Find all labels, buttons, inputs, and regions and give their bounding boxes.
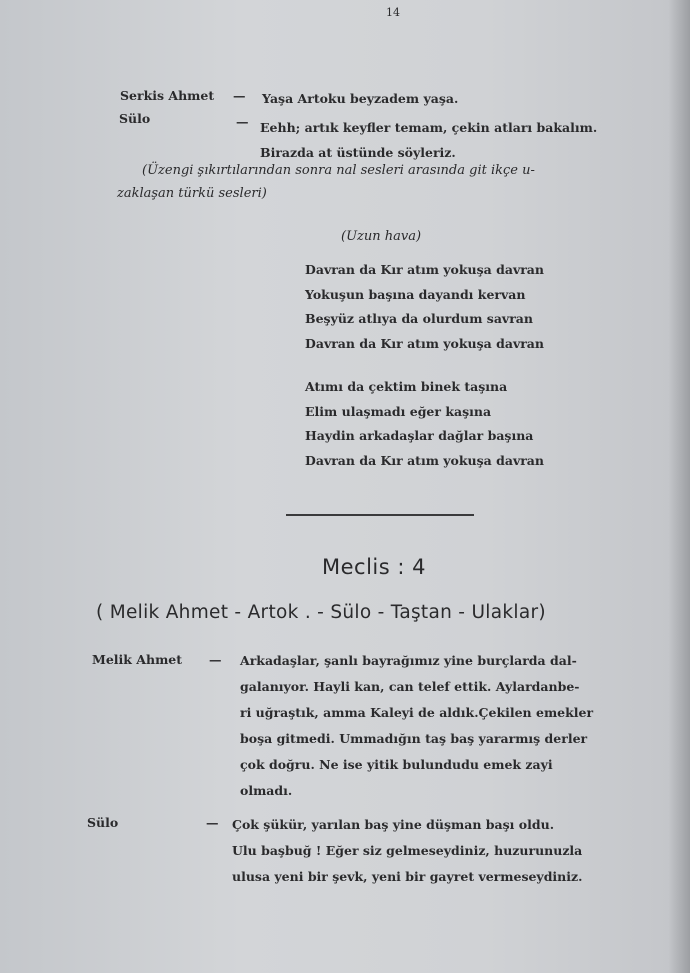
- stage-direction-line: (Üzengi şıkırtılarından sonra nal sesleri arasında git ikçe u-: [142, 163, 535, 178]
- verse-line: Davran da Kır atım yokuşa davran: [305, 452, 544, 468]
- speaker-melik-ahmet: Melik Ahmet: [92, 652, 183, 667]
- speaker-dash: —: [236, 114, 249, 129]
- song-stanza-2: [305, 375, 544, 473]
- page-number: 14: [386, 6, 400, 19]
- scene-title: Meclis : 4: [322, 555, 426, 579]
- speaker-dash: —: [233, 88, 246, 103]
- speaker-sulo: Sülo: [119, 111, 151, 126]
- dialogue-block-sulo: [232, 812, 582, 890]
- dialogue-line: ri uğraştık, amma Kaleyi de aldık.Çekilen emekler: [240, 705, 594, 720]
- dialogue-line: Arkadaşlar, şanlı bayrağımız yine burçlarda dal-: [240, 653, 577, 668]
- dialogue-line: boşa gitmedi. Ummadığın taş baş yararmış derler: [240, 731, 588, 746]
- page-edge-shadow: [668, 0, 690, 973]
- speaker-serkis-ahmet: Serkis Ahmet: [120, 88, 215, 103]
- dialogue-line: Eehh; artık keyfler temam, çekin atları bakalım.: [260, 120, 598, 135]
- dialogue-line: olmadı.: [240, 783, 293, 798]
- speaker-dash: —: [209, 652, 222, 667]
- verse-line: Haydin arkadaşlar dağlar başına: [305, 428, 534, 443]
- dialogue-block-melik-ahmet: [240, 648, 593, 804]
- verse-line: Beşyüz atlıya da olurdum savran: [305, 311, 533, 326]
- speaker-dash: —: [206, 815, 219, 830]
- speaker-sulo: Sülo: [87, 815, 119, 830]
- dialogue-line: Birazda at üstünde söyleriz.: [260, 145, 456, 160]
- dialogue-line: ulusa yeni bir şevk, yeni bir gayret vermeseydiniz.: [232, 869, 583, 884]
- song-title: (Uzun hava): [341, 229, 422, 244]
- song-stanza-1: [305, 258, 544, 356]
- verse-line: Yokuşun başına dayandı kervan: [305, 286, 526, 302]
- dialogue-line: galanıyor. Hayli kan, can telef ettik. Aylardanbe-: [240, 679, 580, 694]
- verse-line: Davran da Kır atım yokuşa davran: [305, 335, 544, 351]
- verse-line: Davran da Kır atım yokuşa davran: [305, 262, 544, 277]
- verse-line: Atımı da çektim binek taşına: [305, 379, 508, 394]
- dialogue-line: Çok şükür, yarılan baş yine düşman başı oldu.: [232, 817, 555, 832]
- dialogue-line: Yaşa Artoku beyzadem yaşa.: [262, 91, 459, 106]
- verse-line: Elim ulaşmadı eğer kaşına: [305, 403, 492, 419]
- stage-direction-line: zaklaşan türkü sesleri): [117, 186, 267, 201]
- section-divider: [286, 514, 474, 516]
- dialogue-line: çok doğru. Ne ise yitik bulundudu emek zayi: [240, 757, 553, 772]
- dialogue-line: Ulu başbuğ ! Eğer siz gelmeseydiniz, huzurunuzla: [232, 843, 583, 858]
- scene-cast: ( Melik Ahmet - Artok . - Sülo - Taştan - Ulaklar): [96, 602, 546, 623]
